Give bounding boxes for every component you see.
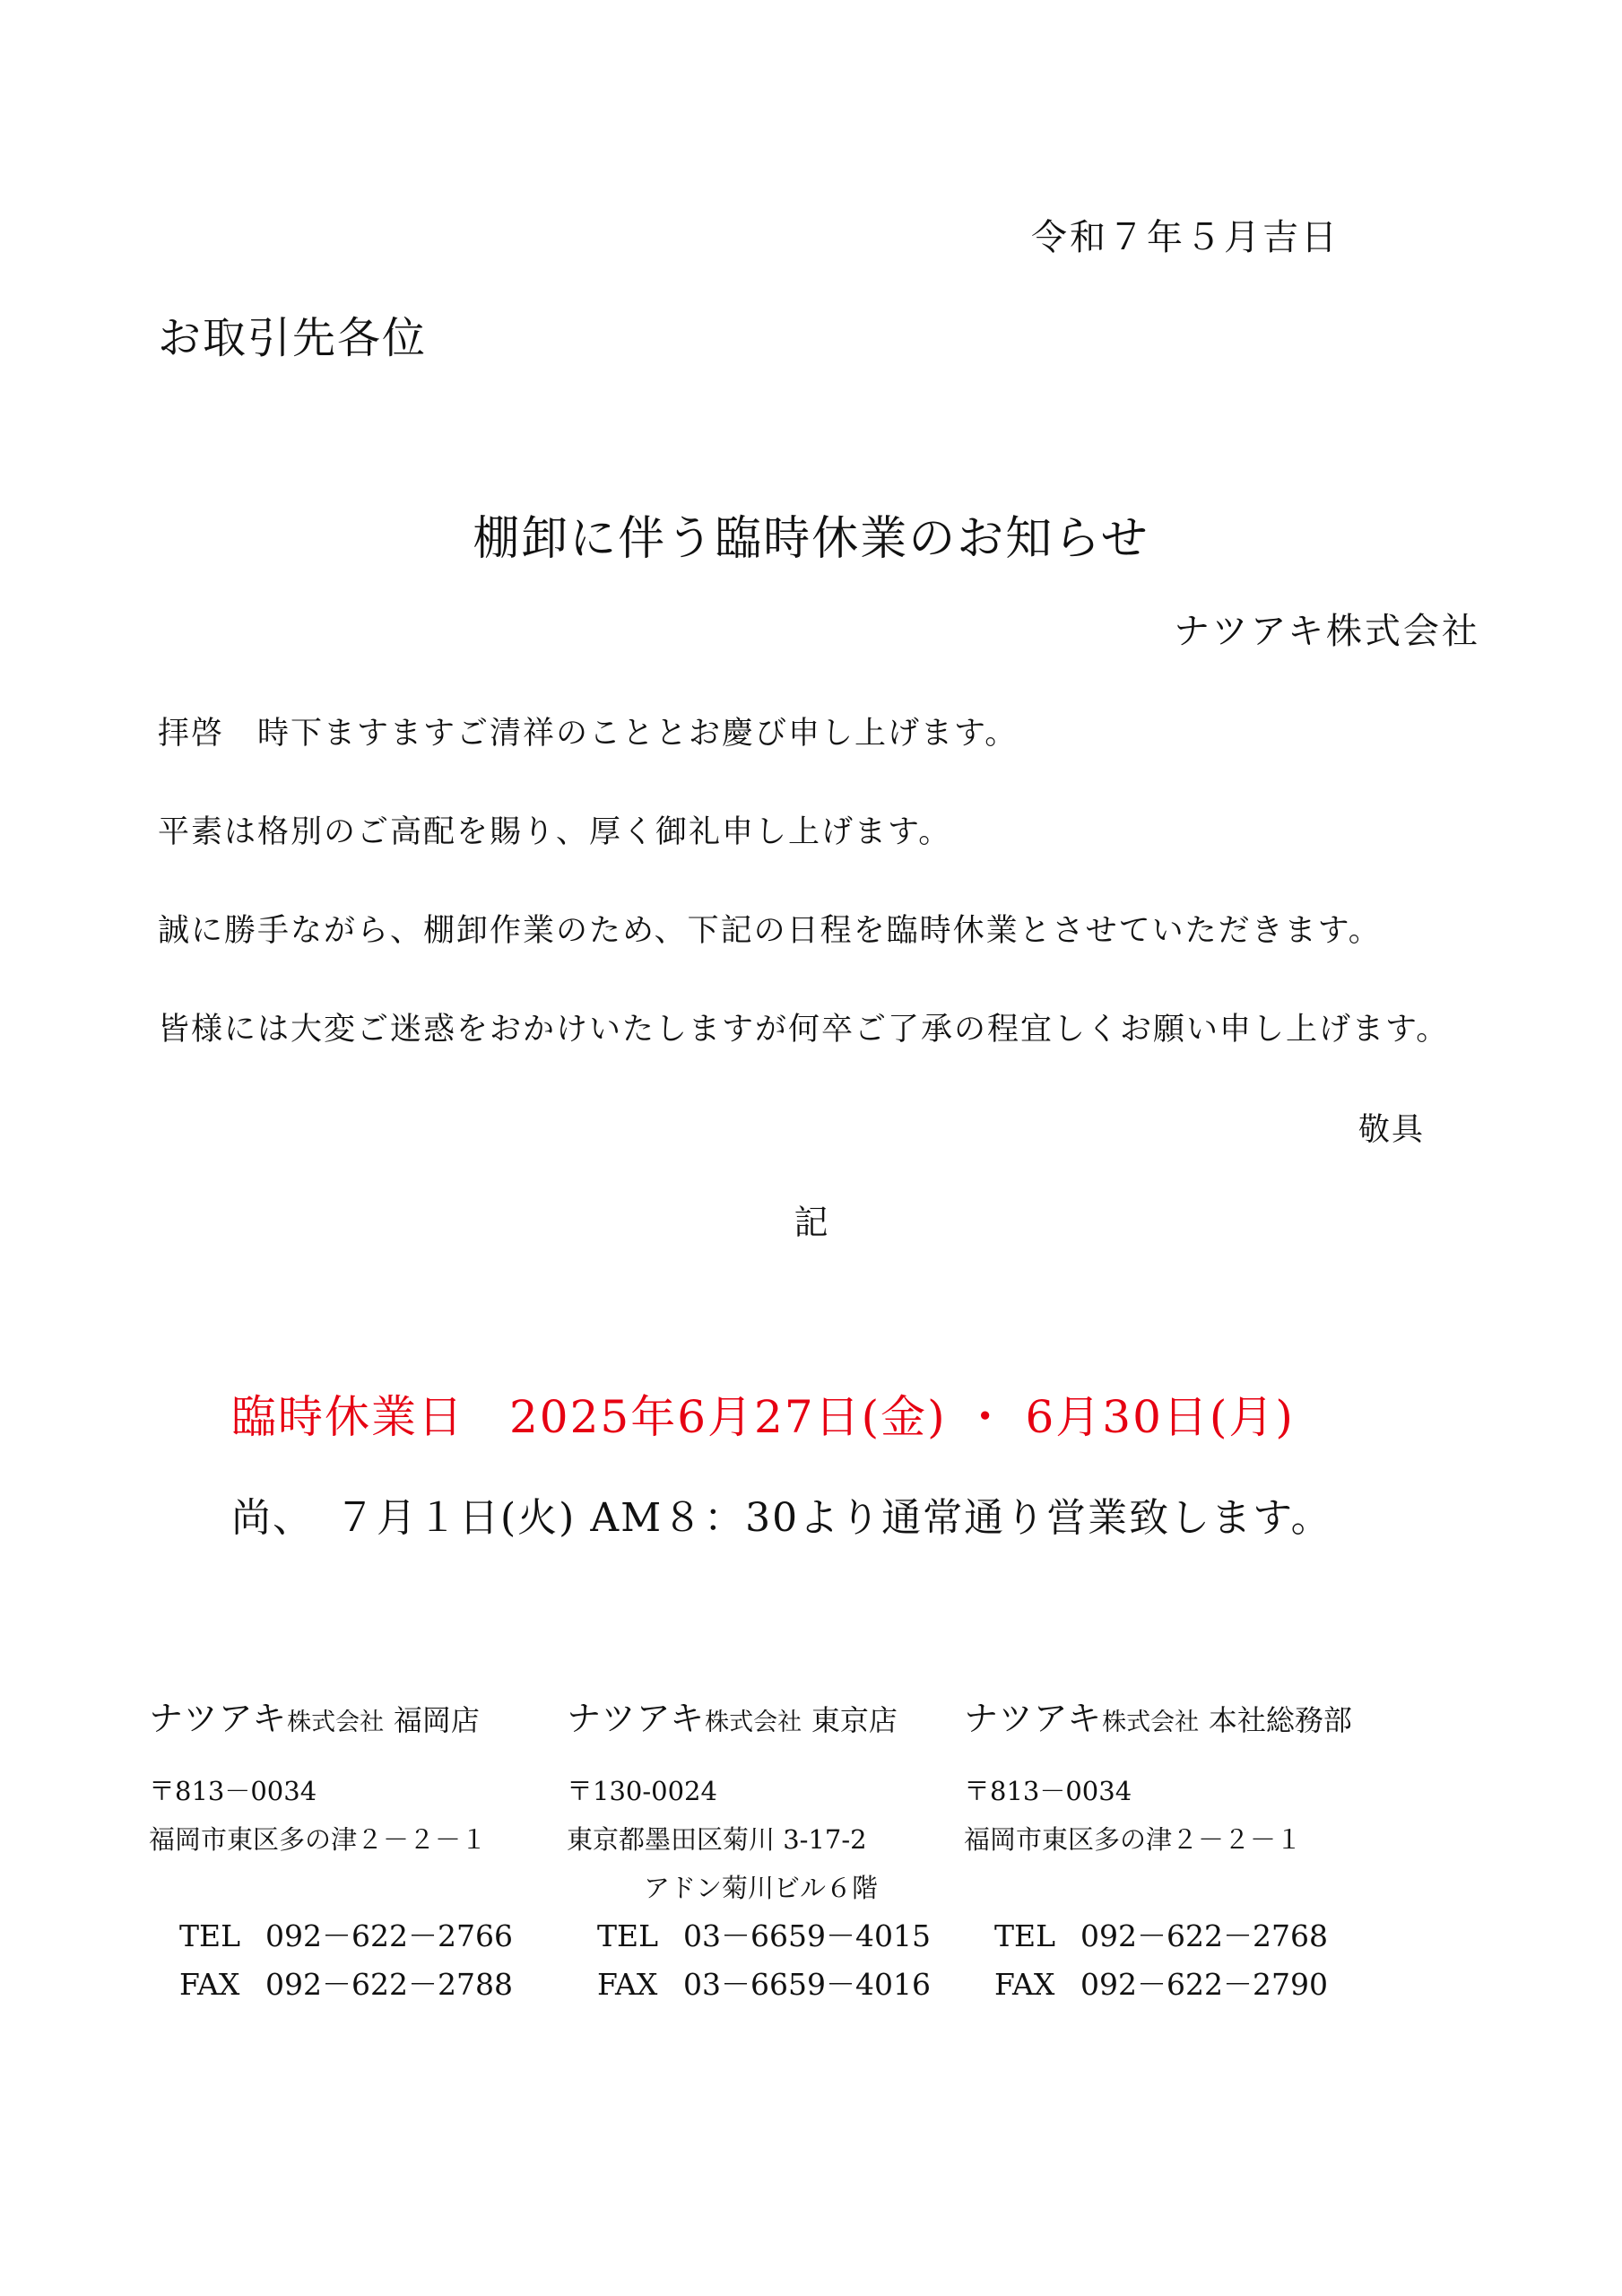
branch-heading	[567, 1683, 988, 1754]
branch-fax	[567, 1961, 988, 2009]
tel-label: TEL	[179, 1918, 241, 1953]
ki-heading: 記	[794, 1203, 828, 1242]
branch-corp: 株式会社	[705, 1709, 802, 1736]
branch-address: 福岡市東区多の津２－２－１	[964, 1824, 1303, 1855]
branch-store: 本社総務部	[1208, 1703, 1352, 1737]
branch-headquarters	[964, 1683, 1385, 2009]
branch-brand: ナツアキ	[964, 1699, 1103, 1738]
branch-address-2	[149, 1864, 570, 1912]
resume-notice: 尚、 ７月１日(火) AM８：30より通常通り営業致します。	[231, 1495, 1332, 1541]
branch-tokyo	[567, 1683, 988, 2009]
holiday-line	[231, 1381, 1295, 1446]
closing-phrase: 敬具	[1357, 1112, 1425, 1148]
body-paragraph-apology: 皆様には大変ご迷惑をおかけいたしますが何卒ご了承の程宜しくお願い申し上げます。	[158, 1012, 1450, 1048]
branch-store: 福岡店	[393, 1703, 480, 1737]
tel-label: TEL	[994, 1918, 1056, 1953]
tel-number: 03－6659－4015	[683, 1918, 931, 1953]
branch-brand: ナツアキ	[149, 1699, 288, 1738]
branch-brand: ナツアキ	[567, 1699, 706, 1738]
fax-number: 092－622－2790	[1080, 1967, 1328, 2002]
body-paragraph-greeting: 拝啓 時下ますますご清祥のこととお慶び申し上げます。	[158, 716, 1019, 752]
branch-postal: 〒130-0024	[567, 1776, 717, 1806]
tel-label: TEL	[597, 1918, 659, 1953]
branch-fukuoka	[149, 1683, 570, 2009]
branch-tel	[567, 1912, 988, 1961]
branch-corp: 株式会社	[1102, 1709, 1200, 1736]
fax-number: 03－6659－4016	[683, 1967, 931, 2002]
fax-number: 092－622－2788	[265, 1967, 513, 2002]
branch-heading	[964, 1683, 1385, 1754]
fax-label: FAX	[179, 1967, 240, 2002]
fax-label: FAX	[994, 1967, 1055, 2002]
branch-heading	[149, 1683, 570, 1754]
addressee: お取引先各位	[158, 313, 428, 363]
branch-store: 東京店	[811, 1703, 898, 1737]
branch-fax	[964, 1961, 1385, 2009]
holiday-label: 臨時休業日	[231, 1391, 464, 1443]
notice-date: 令和７年５月吉日	[1031, 217, 1340, 258]
company-name: ナツアキ株式会社	[1174, 611, 1480, 652]
tel-number: 092－622－2766	[265, 1918, 513, 1953]
branch-corp: 株式会社	[287, 1709, 385, 1736]
branch-address: 福岡市東区多の津２－２－１	[149, 1824, 488, 1855]
branch-fax	[149, 1961, 570, 2009]
fax-label: FAX	[597, 1967, 658, 2002]
branch-postal: 〒813－0034	[149, 1776, 317, 1806]
notice-title: 棚卸に伴う臨時休業のお知らせ	[473, 512, 1149, 566]
branch-address: 東京都墨田区菊川 3-17-2	[567, 1824, 867, 1855]
branch-address-2	[964, 1864, 1385, 1912]
branch-address-2: アドン菊川ビル６階	[644, 1873, 879, 1903]
body-paragraph-thanks: 平素は格別のご高配を賜り、厚く御礼申し上げます。	[158, 814, 952, 850]
body-paragraph-announcement: 誠に勝手ながら、棚卸作業のため、下記の日程を臨時休業とさせていただきます。	[158, 913, 1382, 949]
branch-tel	[149, 1912, 570, 1961]
holiday-dates: 2025年6月27日(金) ・ 6月30日(月)	[509, 1391, 1295, 1443]
tel-number: 092－622－2768	[1080, 1918, 1328, 1953]
branch-tel	[964, 1912, 1385, 1961]
branch-postal: 〒813－0034	[964, 1776, 1132, 1806]
